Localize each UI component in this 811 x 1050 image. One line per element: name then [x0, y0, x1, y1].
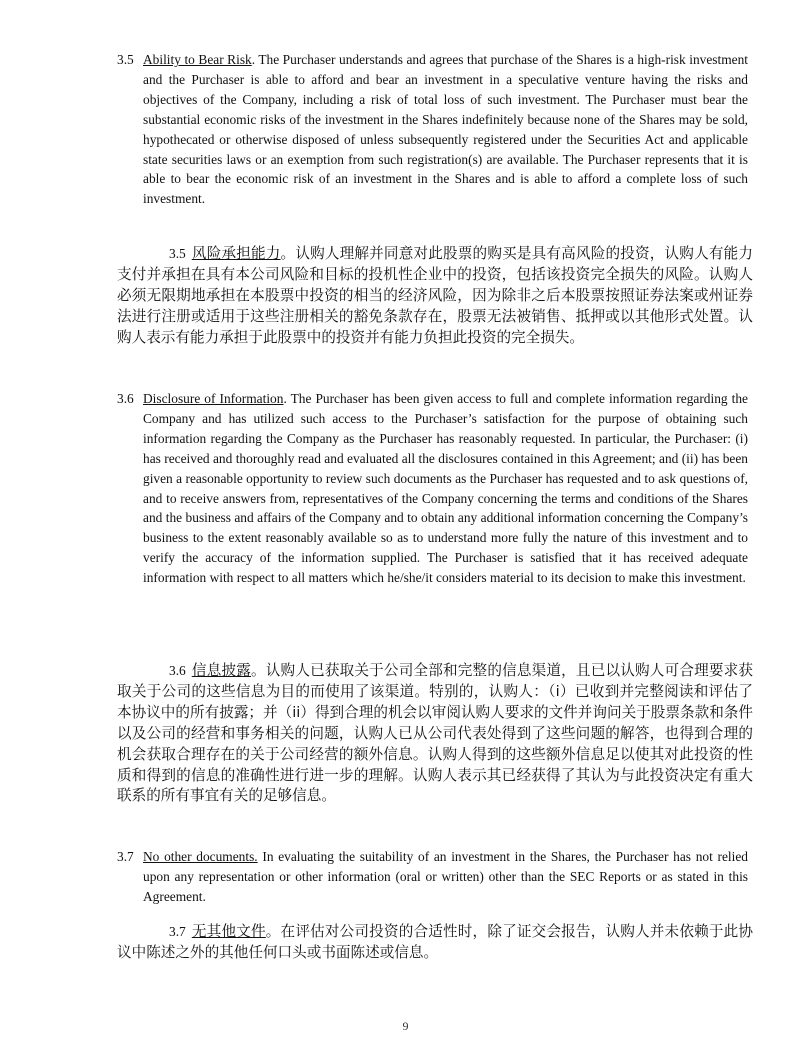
section-number-zh: 3.7 — [169, 924, 186, 939]
section-body: . The Purchaser understands and agrees that purchase of the Shares is a high-risk investment and the Purchaser is able to afford and bear an investment in a speculative venture having the risks and objectives of the Company, including a risk of total loss of such investment. The Purchaser must bear the substantial economic risks of the investment in the Shares indefinitely because none of the Shares may be sold, hypothecated or otherwise disposed of unless subsequently registered under the Securities Act and applicable state securities laws or an exemption from such registration(s) are available. The Purchaser represents that it is able to bear the economic risk of an investment in the Shares and is able to afford a complete loss of such investment. — [143, 52, 748, 207]
section-body-zh: 。在评估对公司投资的合适性时，除了证交会报告，认购人并未依赖于此协议中陈述之外的其他任何口头或书面陈述或信息。 — [117, 923, 753, 961]
section-number-zh: 3.5 — [169, 246, 186, 261]
section-title-zh: 风险承担能力 — [191, 245, 281, 262]
section-title: Disclosure of Information — [143, 391, 284, 406]
section-3-7-en — [117, 847, 748, 907]
section-3-5-en — [117, 50, 748, 209]
section-title: No other documents. — [143, 849, 258, 864]
section-title-zh: 信息披露 — [191, 662, 252, 679]
section-body: In evaluating the suitability of an investment in the Shares, the Purchaser has not relied upon any representation or other information (oral or written) other than the SEC Reports or as stated in this Agreement. — [143, 849, 749, 904]
section-number-zh: 3.6 — [169, 663, 186, 678]
section-3-7-zh — [117, 922, 753, 964]
section-number: 3.5 — [117, 52, 134, 67]
page-number: 9 — [402, 1019, 409, 1033]
section-number: 3.6 — [117, 391, 134, 406]
section-body-zh: 。认购人已获取关于公司全部和完整的信息渠道，且已以认购人可合理要求获取关于公司的这些信息为目的而使用了该渠道。特别的，认购人：（i）已收到并完整阅读和评估了本协议中的所有披露；并（ii）得到合理的机会以审阅认购人要求的文件并询问关于股票条款和条件以及公司的经营和事务相关的问题，认购人已从公司代表处得到了这些问题的解答，也得到合理的机会获取合理存在的关于公司经营的额外信息。认购人得到的这些额外信息足以使其对此投资的性质和得到的信息的准确性进行进一步的理解。认购人表示其已经获得了其认为与此投资决定有重大联系的所有事宜有关的足够信息。 — [117, 662, 753, 805]
section-3-5-zh — [117, 244, 753, 349]
section-number: 3.7 — [117, 849, 134, 864]
section-3-6-zh — [117, 661, 753, 807]
section-title: Ability to Bear Risk — [143, 52, 252, 67]
section-3-6-en — [117, 389, 748, 588]
section-body: . The Purchaser has been given access to full and complete information regarding the Company and has utilized such access to the Purchaser’s satisfaction for the purpose of obtaining such information regarding the Company as the Purchaser has reasonably requested. In particular, the Purchaser: (i) has received and thoroughly read and evaluated all the disclosures contained in this Agreement; and (ii) has been given a reasonable opportunity to review such documents as the Purchaser has requested and to ask questions of, and to receive answers from, representatives of the Company concerning the terms and conditions of the Shares and the business and affairs of the Company and to obtain any additional information concerning the Company’s business to the extent reasonably available so as to understand more fully the nature of this investment and to verify the accuracy of the information supplied. The Purchaser is satisfied that it has received adequate information with respect to all matters which he/she/it considers material to its decision to make this investment. — [143, 391, 748, 586]
section-body-zh: 。认购人理解并同意对此股票的购买是具有高风险的投资，认购人有能力支付并承担在具有本公司风险和目标的投机性企业中的投资，包括该投资完全损失的风险。认购人必须无限期地承担在本股票中投资的相当的经济风险，因为除非之后本股票按照证券法案或州证券法进行注册或适用于这些注册相关的豁免条款存在，股票无法被销售、抵押或以其他形式处置。认购人表示有能力承担于此股票中的投资并有能力负担此投资的完全损失。 — [117, 245, 753, 346]
section-title-zh: 无其他文件 — [191, 923, 266, 940]
